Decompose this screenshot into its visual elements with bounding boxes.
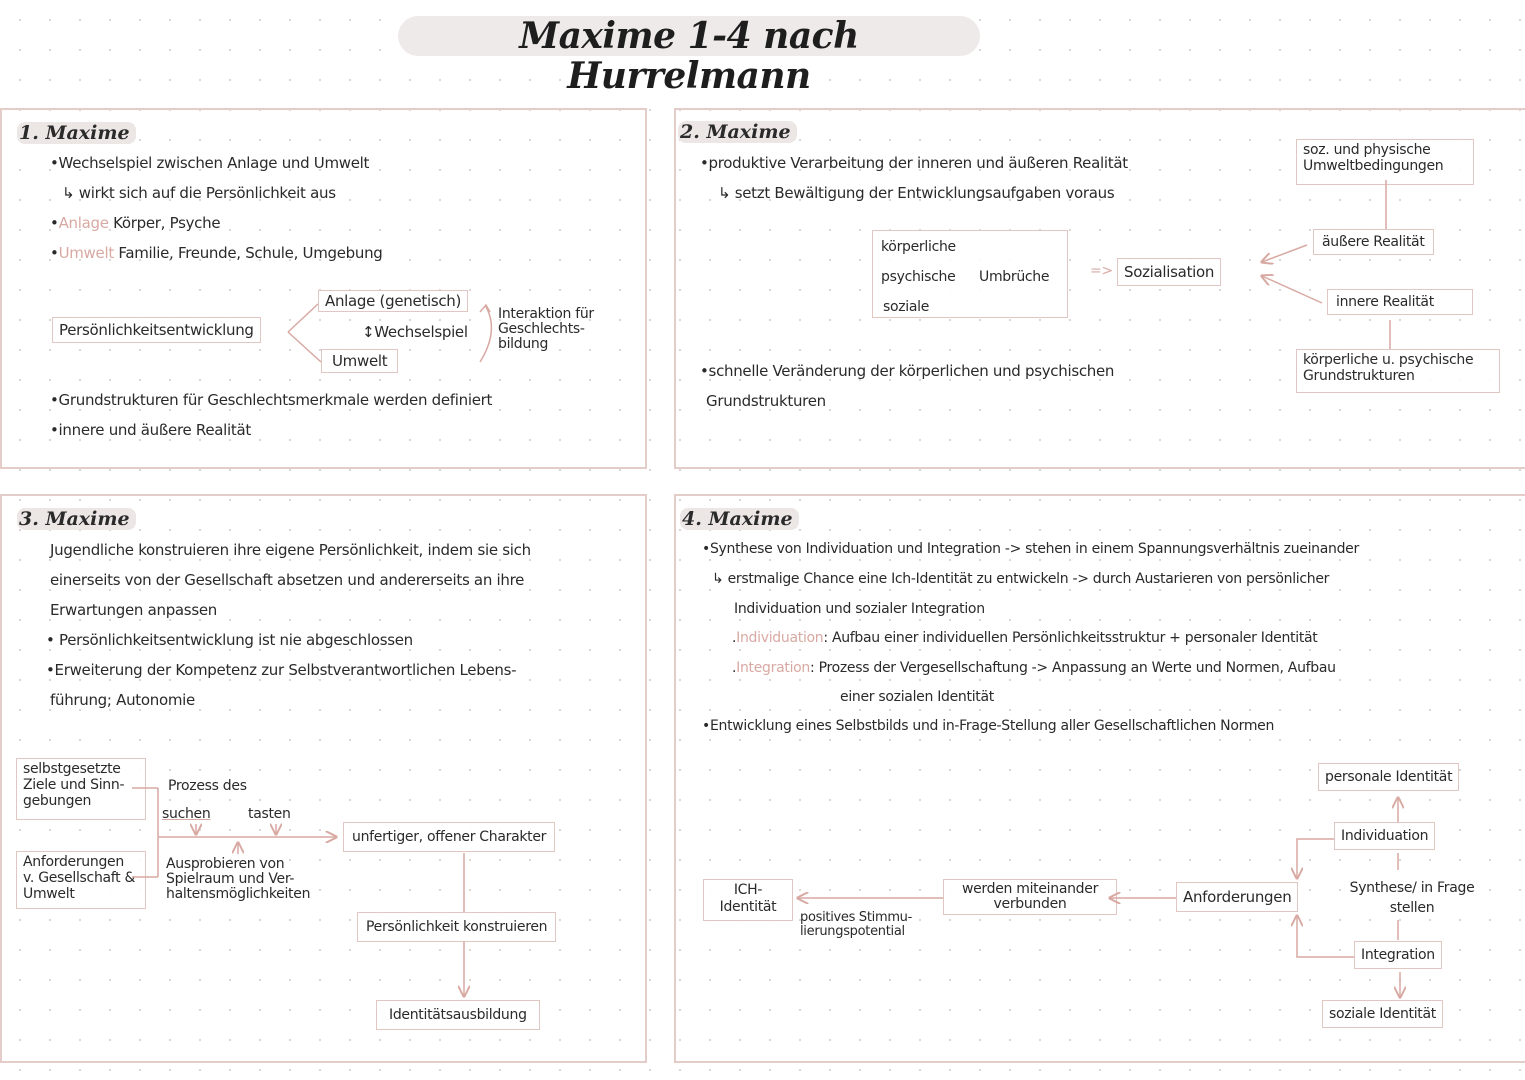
m4-box-ich-identitaet: ICH-Identität — [703, 879, 793, 921]
m2-box-umweltbedingungen: soz. und physische Umweltbedingungen — [1296, 139, 1474, 185]
m4-box-integration: Integration — [1354, 941, 1442, 969]
anlage-text: Körper, Psyche — [113, 214, 221, 232]
m2-umbrueche: Umbrüche — [979, 269, 1050, 285]
m3-line-2: einerseits von der Gesellschaft absetzen und andererseits an ihre — [50, 571, 525, 589]
m4-box-personale: personale Identität — [1318, 763, 1459, 791]
maxime-3-heading: 3. Maxime — [17, 508, 136, 530]
umwelt-label: Umwelt — [58, 244, 114, 262]
m3-box-identitaet: Identitätsausbildung — [376, 1000, 540, 1030]
m1-line-2: ↳ wirkt sich auf die Persönlichkeit aus — [62, 184, 336, 202]
m4-box-verbunden: werden miteinander verbunden — [943, 879, 1117, 915]
m1-box-anlage: Anlage (genetisch) — [318, 290, 468, 312]
m1-interaktion: Interaktion für Geschlechts-bildung — [498, 306, 594, 352]
m3-suchen: suchen — [162, 806, 211, 822]
m4-integration-line: .Integration: Prozess der Vergesellschaftung -> Anpassung an Werte und Normen, Aufbau — [732, 660, 1336, 676]
m3-box-charakter: unfertiger, offener Charakter — [343, 822, 555, 852]
m2-line-3: •schnelle Veränderung der körperlichen und psychischen — [700, 362, 1115, 380]
m1-line-1: •Wechselspiel zwischen Anlage und Umwelt — [50, 154, 370, 172]
m2-kp-2: psychische — [881, 269, 956, 285]
m3-line-4: • Persönlichkeitsentwicklung ist nie abgeschlossen — [46, 631, 413, 649]
m3-tasten: tasten — [248, 806, 291, 822]
m3-box-anforderungen: Anforderungen v. Gesellschaft & Umwelt — [16, 851, 146, 909]
m3-line-6: führung; Autonomie — [50, 691, 195, 709]
m1-line-4: •innere und äußere Realität — [50, 421, 251, 439]
individuation-text: : Aufbau einer individuellen Persönlichkeitsstruktur + personaler Identität — [823, 630, 1318, 646]
maxime-4-heading: 4. Maxime — [680, 508, 799, 530]
m2-line-1: •produktive Verarbeitung der inneren und äußeren Realität — [700, 154, 1128, 172]
double-arrow-icon: => — [1090, 263, 1113, 279]
m3-prozess: Prozess des — [168, 778, 247, 794]
m2-box-innere: innere Realität — [1327, 289, 1473, 315]
m1-wechselspiel — [362, 323, 468, 341]
m4-integration-line-2: einer sozialen Identität — [840, 689, 994, 705]
m1-line-3: •Grundstrukturen für Geschlechtsmerkmale werden definiert — [50, 391, 493, 409]
m2-box-grundstrukturen: körperliche u. psychische Grundstrukturen — [1296, 349, 1500, 393]
integration-text: : Prozess der Vergesellschaftung -> Anpassung an Werte und Normen, Aufbau — [810, 660, 1336, 676]
m4-box-soziale: soziale Identität — [1322, 1000, 1443, 1028]
m4-synthese: Synthese/ in Frage stellen — [1349, 880, 1475, 916]
m1-umwelt-line: •Umwelt Familie, Freunde, Schule, Umgebung — [50, 244, 383, 262]
m2-box-aeussere: äußere Realität — [1313, 229, 1434, 255]
m1-box-persoenlichkeit: Persönlichkeitsentwicklung — [52, 317, 261, 343]
m2-kp-3: soziale — [883, 299, 930, 315]
m2-line-4: Grundstrukturen — [706, 392, 826, 410]
m4-line-3: Individuation und sozialer Integration — [734, 601, 985, 617]
m2-line-2: ↳ setzt Bewältigung der Entwicklungsaufgaben voraus — [718, 184, 1115, 202]
integration-label: Integration — [736, 660, 810, 676]
m4-box-individuation: Individuation — [1334, 822, 1435, 850]
m2-umbrueche-box — [872, 230, 1068, 318]
m3-ausprobieren: Ausprobieren von Spielraum und Ver-haltensmöglichkeiten — [166, 856, 311, 902]
m2-kp-1: körperliche — [881, 239, 956, 255]
maxime-2-heading: 2. Maxime — [678, 121, 797, 143]
m1-box-umwelt: Umwelt — [321, 349, 398, 373]
updown-arrow-icon: ↕ — [362, 323, 375, 341]
m4-box-anforderungen: Anforderungen — [1176, 882, 1298, 912]
anlage-label: Anlage — [58, 214, 109, 232]
m1-anlage-line: •Anlage Körper, Psyche — [50, 214, 221, 232]
m4-individuation-line: .Individuation: Aufbau einer individuellen Persönlichkeitsstruktur + personaler Identität — [732, 630, 1318, 646]
m3-line-3: Erwartungen anpassen — [50, 601, 217, 619]
individuation-label: Individuation — [736, 630, 824, 646]
m4-line-1: •Synthese von Individuation und Integration -> stehen in einem Spannungsverhältnis zueinander — [702, 541, 1359, 557]
m3-line-5: •Erweiterung der Kompetenz zur Selbstverantwortlichen Lebens- — [46, 661, 517, 679]
maxime-1-heading: 1. Maxime — [17, 122, 136, 144]
m3-box-ziele: selbstgesetzte Ziele und Sinn-gebungen — [16, 758, 146, 820]
wechselspiel-label: Wechselspiel — [374, 323, 468, 341]
m4-positiv: positives Stimmu-lierungspotential — [800, 910, 913, 939]
m3-line-1: Jugendliche konstruieren ihre eigene Persönlichkeit, indem sie sich — [50, 541, 531, 559]
page-title: Maxime 1-4 nach Hurrelmann — [398, 16, 980, 56]
m4-line-4: •Entwicklung eines Selbstbilds und in-Frage-Stellung aller Gesellschaftlichen Normen — [702, 718, 1275, 734]
m2-box-sozialisation: Sozialisation — [1117, 258, 1221, 286]
m3-box-konstruieren: Persönlichkeit konstruieren — [357, 912, 556, 942]
umwelt-text: Familie, Freunde, Schule, Umgebung — [118, 244, 383, 262]
m4-line-2: ↳ erstmalige Chance eine Ich-Identität zu entwickeln -> durch Austarieren von persönlicher — [712, 571, 1330, 587]
